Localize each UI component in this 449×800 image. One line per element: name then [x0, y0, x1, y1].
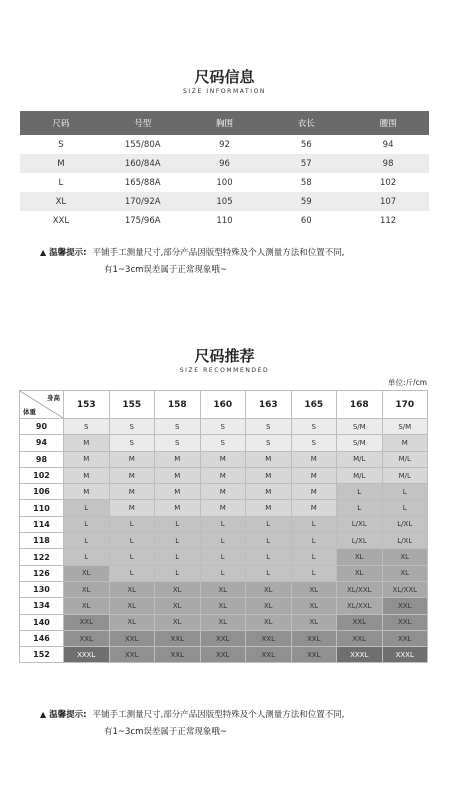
weight-row: [20, 467, 428, 483]
size-cell: M: [155, 451, 201, 467]
size-cell: XL: [382, 565, 428, 581]
note-label: 温馨提示:: [49, 248, 87, 258]
size-cell: L: [155, 533, 201, 549]
weight-label: 140: [20, 614, 64, 630]
size-cell: L: [200, 533, 246, 549]
size-cell: M: [246, 467, 292, 483]
size-cell: XL: [155, 614, 201, 630]
size-cell: L: [155, 565, 201, 581]
warning-icon: ▲: [40, 710, 47, 719]
weight-row: [20, 484, 428, 500]
weight-row: [20, 451, 428, 467]
size-cell: M/L: [382, 467, 428, 483]
size-cell: XXL: [246, 647, 292, 663]
note-line2: 有1~3cm误差属于正常现象哦~: [104, 727, 228, 737]
size-cell: M/L: [382, 451, 428, 467]
size-recommend-table: [19, 390, 428, 663]
size-cell: M: [382, 435, 428, 451]
size-cell: M: [291, 484, 337, 500]
size-cell: M: [109, 500, 155, 516]
size-cell: M: [200, 484, 246, 500]
size-cell: M/L: [337, 467, 383, 483]
size-cell: M: [109, 467, 155, 483]
size-cell: XL: [64, 581, 110, 597]
size-cell: L/XL: [382, 516, 428, 532]
size-cell: M: [200, 451, 246, 467]
size-info-title: 尺码信息: [194, 68, 255, 86]
size-cell: L: [64, 500, 110, 516]
weight-label: 130: [20, 581, 64, 597]
size-cell: XXL: [155, 647, 201, 663]
weight-row: [20, 549, 428, 565]
size-info-cell: 107: [347, 192, 429, 211]
size-cell: S: [109, 419, 155, 435]
size-cell: XL: [64, 598, 110, 614]
size-cell: XL: [291, 598, 337, 614]
weight-label: 102: [20, 467, 64, 483]
weight-row: [20, 598, 428, 614]
size-cell: L: [155, 549, 201, 565]
size-recommend-subtitle: SIZE RECOMMENDED: [179, 367, 270, 374]
size-info-cell: XXL: [52, 215, 70, 226]
corner-height-label: 身高: [47, 394, 60, 402]
size-cell: L: [337, 484, 383, 500]
col-header: 腰围: [347, 111, 429, 135]
note-line1: 平铺手工测量尺寸,部分产品因版型特殊及个人测量方法和位置不同,: [92, 710, 345, 720]
height-header-row: [20, 391, 428, 419]
col-header: 号型: [102, 111, 184, 135]
size-info-cell: 110: [216, 215, 233, 226]
weight-row: [20, 435, 428, 451]
size-cell: XXL: [200, 630, 246, 646]
height-header: 155: [109, 391, 155, 419]
size-cell: S/M: [337, 419, 383, 435]
size-cell: L: [155, 516, 201, 532]
size-cell: M/L: [337, 451, 383, 467]
size-cell: M: [291, 451, 337, 467]
size-cell: XL: [246, 614, 292, 630]
size-cell: S: [246, 435, 292, 451]
size-cell: S/M: [382, 419, 428, 435]
size-recommend-note: [40, 706, 344, 741]
size-info-cell: 92: [219, 139, 230, 150]
size-cell: XXL: [246, 630, 292, 646]
size-cell: L/XL: [382, 533, 428, 549]
height-header: 153: [64, 391, 110, 419]
size-info-cell: 170/92A: [102, 192, 184, 211]
weight-row: [20, 581, 428, 597]
size-info-cell: 165/88A: [124, 177, 161, 188]
size-info-cell: M: [20, 154, 102, 173]
size-cell: L: [200, 549, 246, 565]
size-cell: XXL: [382, 630, 428, 646]
size-cell: XL/XXL: [382, 581, 428, 597]
size-info-cell: S: [58, 139, 64, 150]
size-info-cell: 105: [184, 192, 266, 211]
note-line1: 平铺手工测量尺寸,部分产品因版型特殊及个人测量方法和位置不同,: [92, 248, 345, 258]
size-info-cell: 96: [184, 154, 266, 173]
weight-label: 110: [20, 500, 64, 516]
size-cell: XL: [109, 581, 155, 597]
size-cell: XL: [200, 614, 246, 630]
size-cell: XXL: [155, 630, 201, 646]
size-info-cell: 100: [216, 177, 233, 188]
size-info-cell: 56: [300, 139, 312, 150]
weight-label: 134: [20, 598, 64, 614]
size-cell: L: [64, 549, 110, 565]
size-cell: S: [291, 435, 337, 451]
size-cell: XL: [246, 581, 292, 597]
weight-label: 98: [20, 451, 64, 467]
size-cell: XL: [64, 565, 110, 581]
size-cell: M: [109, 484, 155, 500]
weight-label: 114: [20, 516, 64, 532]
corner-cell: [20, 391, 64, 419]
size-info-cell: 94: [382, 139, 394, 150]
size-info-cell: 112: [379, 215, 397, 226]
size-cell: M: [64, 451, 110, 467]
note-label: 温馨提示:: [49, 710, 87, 720]
size-cell: L: [291, 565, 337, 581]
size-cell: XL: [337, 549, 383, 565]
size-cell: XL: [200, 598, 246, 614]
size-cell: XL: [200, 581, 246, 597]
size-cell: M: [291, 500, 337, 516]
size-info-cell: 175/96A: [124, 215, 161, 226]
weight-label: 122: [20, 549, 64, 565]
size-cell: S: [155, 435, 201, 451]
size-cell: L: [291, 533, 337, 549]
size-cell: L/XL: [337, 533, 383, 549]
size-cell: M: [246, 500, 292, 516]
size-cell: XL: [337, 565, 383, 581]
size-cell: S/M: [337, 435, 383, 451]
size-cell: XXXL: [382, 647, 428, 663]
col-header: 尺码: [20, 111, 102, 135]
size-cell: XXL: [382, 614, 428, 630]
size-cell: XL: [109, 598, 155, 614]
height-header: 163: [246, 391, 292, 419]
size-info-cell: XL: [20, 192, 102, 211]
size-cell: M: [246, 451, 292, 467]
size-info-table: [20, 111, 429, 230]
size-cell: S: [246, 419, 292, 435]
size-info-cell: 102: [379, 177, 397, 188]
weight-row: [20, 630, 428, 646]
size-cell: XXL: [64, 630, 110, 646]
size-cell: M: [291, 467, 337, 483]
size-cell: M: [155, 467, 201, 483]
size-cell: S: [109, 435, 155, 451]
weight-row: [20, 647, 428, 663]
size-cell: XXL: [337, 614, 383, 630]
size-cell: S: [64, 419, 110, 435]
weight-label: 118: [20, 533, 64, 549]
height-header: 168: [337, 391, 383, 419]
size-cell: M: [64, 467, 110, 483]
size-info-cell: 98: [347, 154, 429, 173]
size-cell: S: [291, 419, 337, 435]
size-info-row: [20, 154, 429, 173]
size-cell: XXL: [109, 630, 155, 646]
size-cell: XL: [155, 598, 201, 614]
size-cell: XXL: [64, 614, 110, 630]
size-cell: M: [64, 435, 110, 451]
size-cell: M: [109, 451, 155, 467]
size-cell: L: [109, 549, 155, 565]
size-cell: M: [200, 500, 246, 516]
size-cell: XL: [109, 614, 155, 630]
size-cell: XL/XXL: [337, 598, 383, 614]
size-cell: XL: [382, 549, 428, 565]
size-cell: L: [109, 516, 155, 532]
size-cell: L: [109, 533, 155, 549]
size-cell: L: [337, 500, 383, 516]
size-cell: M: [155, 500, 201, 516]
weight-row: [20, 516, 428, 532]
size-cell: L: [200, 516, 246, 532]
size-cell: S: [200, 419, 246, 435]
warning-icon: ▲: [40, 248, 47, 257]
size-cell: L: [382, 500, 428, 516]
weight-row: [20, 419, 428, 435]
size-cell: XL: [291, 614, 337, 630]
size-cell: M: [64, 484, 110, 500]
weight-label: 90: [20, 419, 64, 435]
corner-weight-label: 体重: [23, 408, 36, 416]
size-cell: L: [246, 565, 292, 581]
size-recommend-title: 尺码推荐: [194, 347, 255, 365]
height-header: 158: [155, 391, 201, 419]
size-info-cell: 58: [300, 177, 312, 188]
note-line2: 有1~3cm误差属于正常现象哦~: [104, 265, 228, 275]
size-cell: XL: [155, 581, 201, 597]
size-info-subtitle: SIZE INFORMATION: [182, 88, 267, 95]
size-cell: L: [246, 533, 292, 549]
size-cell: XXL: [109, 647, 155, 663]
size-cell: L: [382, 484, 428, 500]
weight-row: [20, 565, 428, 581]
size-cell: L: [64, 516, 110, 532]
col-header: 胸围: [184, 111, 266, 135]
size-cell: L: [246, 516, 292, 532]
size-cell: L/XL: [337, 516, 383, 532]
size-cell: XL/XXL: [337, 581, 383, 597]
size-cell: S: [200, 435, 246, 451]
size-cell: M: [200, 467, 246, 483]
size-cell: XXL: [200, 647, 246, 663]
weight-label: 146: [20, 630, 64, 646]
height-header: 160: [200, 391, 246, 419]
size-info-cell: 59: [265, 192, 347, 211]
unit-label: 单位:斤/cm: [388, 378, 427, 387]
weight-row: [20, 533, 428, 549]
size-cell: XL: [246, 598, 292, 614]
size-info-row: [20, 192, 429, 211]
weight-label: 152: [20, 647, 64, 663]
size-cell: S: [155, 419, 201, 435]
size-info-cell: 160/84A: [102, 154, 184, 173]
col-header: 衣长: [265, 111, 347, 135]
size-cell: L: [109, 565, 155, 581]
weight-row: [20, 614, 428, 630]
size-cell: XXXL: [64, 647, 110, 663]
size-info-row: [20, 135, 429, 154]
size-cell: L: [291, 549, 337, 565]
size-info-row: [20, 211, 429, 230]
height-header: 165: [291, 391, 337, 419]
size-cell: L: [291, 516, 337, 532]
size-cell: XXL: [291, 630, 337, 646]
weight-row: [20, 500, 428, 516]
weight-label: 94: [20, 435, 64, 451]
size-info-cell: 155/80A: [124, 139, 161, 150]
size-info-header-row: [20, 111, 429, 135]
size-info-cell: L: [58, 177, 64, 188]
size-cell: XL: [291, 581, 337, 597]
size-cell: XXL: [337, 630, 383, 646]
size-cell: XXL: [382, 598, 428, 614]
weight-label: 106: [20, 484, 64, 500]
size-cell: L: [246, 549, 292, 565]
weight-label: 126: [20, 565, 64, 581]
size-info-note: [40, 244, 344, 279]
size-info-row: [20, 173, 429, 192]
height-header: 170: [382, 391, 428, 419]
size-cell: M: [246, 484, 292, 500]
size-cell: L: [200, 565, 246, 581]
size-cell: L: [64, 533, 110, 549]
size-cell: M: [155, 484, 201, 500]
size-info-cell: 60: [300, 215, 312, 226]
size-info-cell: 57: [265, 154, 347, 173]
size-cell: XXXL: [337, 647, 383, 663]
size-cell: XXL: [291, 647, 337, 663]
